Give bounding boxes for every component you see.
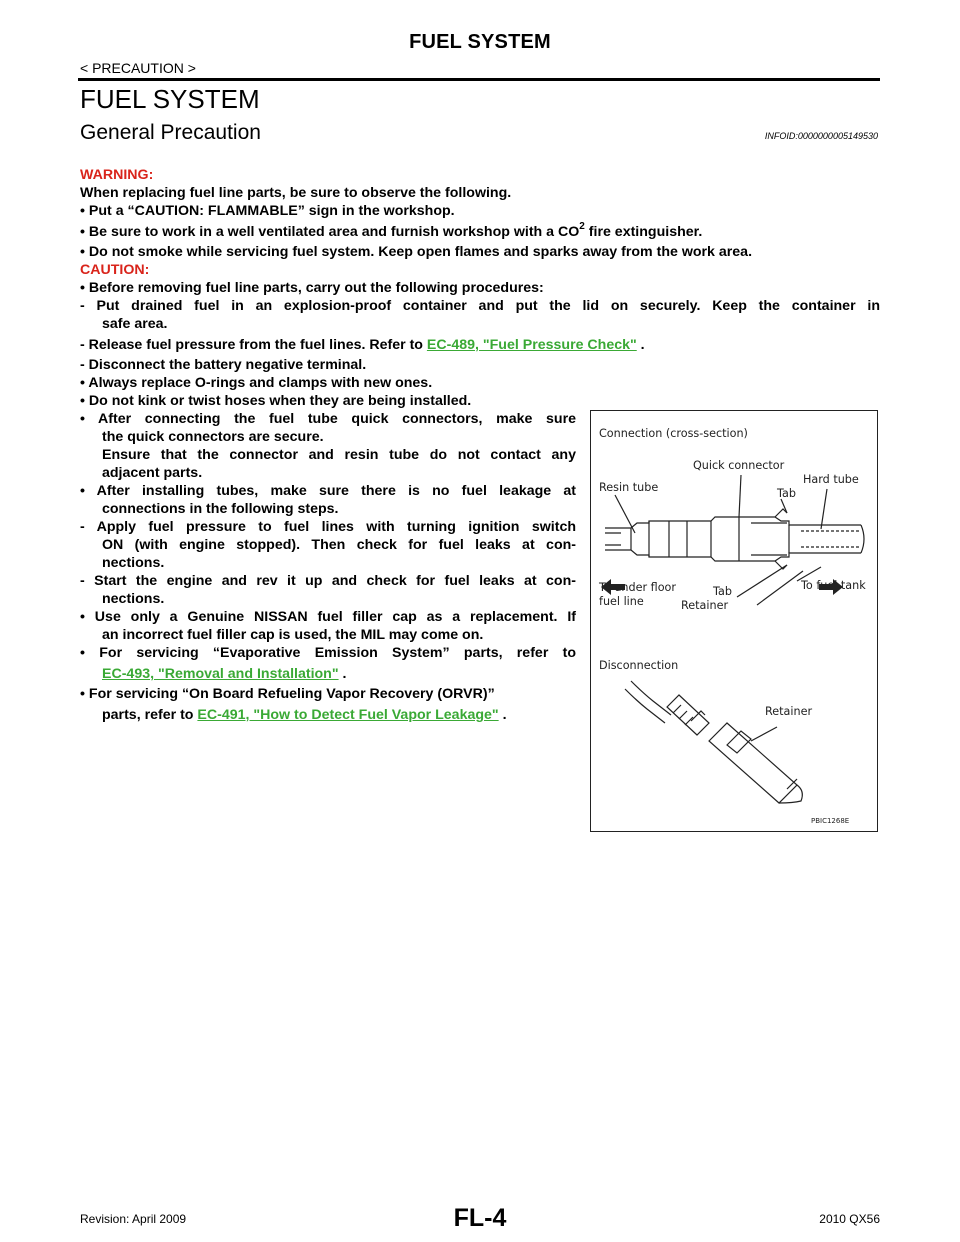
fig-label-tab-bottom: Tab <box>713 585 732 598</box>
connector-figure <box>590 410 878 832</box>
fig-label-under-floor-2: fuel line <box>599 595 644 608</box>
caution-item: safe area. <box>102 316 168 332</box>
footer-page-number: FL-4 <box>453 1204 507 1232</box>
caution-item: nections. <box>102 591 165 607</box>
caution-item: • Always replace O-rings and clamps with new ones. <box>80 375 433 391</box>
breadcrumb: < PRECAUTION > <box>80 60 196 76</box>
link-removal-and-installation[interactable]: EC-493, "Removal and Installation" <box>102 666 339 682</box>
warning-item: • Do not smoke while servicing fuel system. Keep open flames and sparks away from the work area. <box>80 244 753 260</box>
subsection-title: General Precaution <box>80 121 261 144</box>
header-rule <box>78 78 880 81</box>
warning-item: • Put a “CAUTION: FLAMMABLE” sign in the workshop. <box>80 203 455 219</box>
link-detect-fuel-vapor-leakage[interactable]: EC-491, "How to Detect Fuel Vapor Leakage" <box>197 707 499 723</box>
caution-item: EC-493, "Removal and Installation" . <box>102 666 347 682</box>
fig-label-hard-tube: Hard tube <box>803 473 859 486</box>
caution-item: • For servicing “On Board Refueling Vapor Recovery (ORVR)” <box>80 686 495 702</box>
warning-label: WARNING: <box>80 167 154 183</box>
section-title: FUEL SYSTEM <box>80 84 260 114</box>
caution-item: - Apply fuel pressure to fuel lines with turning ignition switch <box>80 519 576 535</box>
fig-label-under-floor-1: To under floor <box>599 581 676 594</box>
caution-item: • For servicing “Evaporative Emission System” parts, refer to <box>80 645 576 661</box>
caution-item: an incorrect fuel filler cap is used, the MIL may come on. <box>102 627 484 643</box>
footer-revision: Revision: April 2009 <box>80 1212 187 1226</box>
fig-label-resin-tube: Resin tube <box>599 481 659 494</box>
fig-title-connection: Connection (cross-section) <box>599 427 748 440</box>
caution-item: • After installing tubes, make sure there is no fuel leakage at <box>80 483 576 499</box>
caution-item: - Put drained fuel in an explosion-proof container and put the lid on securely. Keep the container in <box>80 298 880 314</box>
caution-item: adjacent parts. <box>102 465 203 481</box>
warning-intro: When replacing fuel line parts, be sure to observe the following. <box>80 185 512 201</box>
caution-item: Ensure that the connector and resin tube do not contact any <box>102 447 576 463</box>
fig-label-retainer: Retainer <box>765 705 813 718</box>
caution-item: - Release fuel pressure from the fuel lines. Refer to EC-489, "Fuel Pressure Check" . <box>80 337 645 353</box>
fig-title-disconnection: Disconnection <box>599 659 679 672</box>
caution-item: • Use only a Genuine NISSAN fuel filler cap as a replacement. If <box>80 609 576 625</box>
caution-item: connections in the following steps. <box>102 501 339 517</box>
footer-model: 2010 QX56 <box>819 1212 880 1226</box>
link-fuel-pressure-check[interactable]: EC-489, "Fuel Pressure Check" <box>426 337 637 353</box>
caution-item: nections. <box>102 555 165 571</box>
caution-item: the quick connectors are secure. <box>102 429 324 445</box>
fig-label-fuel-tank: To fuel tank <box>801 579 866 592</box>
caution-label: CAUTION: <box>80 262 150 278</box>
caution-item: - Start the engine and rev it up and check for fuel leaks at con- <box>80 573 576 589</box>
fig-label-retainer: Retainer <box>681 599 729 612</box>
caution-item: • Do not kink or twist hoses when they are being installed. <box>80 393 472 409</box>
narrow-column <box>80 410 576 724</box>
fig-label-tab-top: Tab <box>777 487 796 500</box>
caution-item: - Disconnect the battery negative terminal. <box>80 357 367 373</box>
warning-item: • Be sure to work in a well ventilated area and furnish workshop with a $CO^2$ fire extinguisher. <box>80 221 703 240</box>
header-title: FUEL SYSTEM <box>409 31 551 53</box>
caution-item: ON (with engine stopped). Then check for fuel leaks at con- <box>102 537 576 553</box>
info-id: INFOID:0000000005149530 <box>764 131 878 141</box>
figure-code: PBIC1268E <box>811 817 850 825</box>
fig-label-quick-connector: Quick connector <box>693 459 785 472</box>
caution-item: • Before removing fuel line parts, carry out the following procedures: <box>80 280 544 296</box>
caution-item: parts, refer to EC-491, "How to Detect Fuel Vapor Leakage" . <box>102 707 507 723</box>
caution-item: • After connecting the fuel tube quick connectors, make sure <box>80 411 576 427</box>
